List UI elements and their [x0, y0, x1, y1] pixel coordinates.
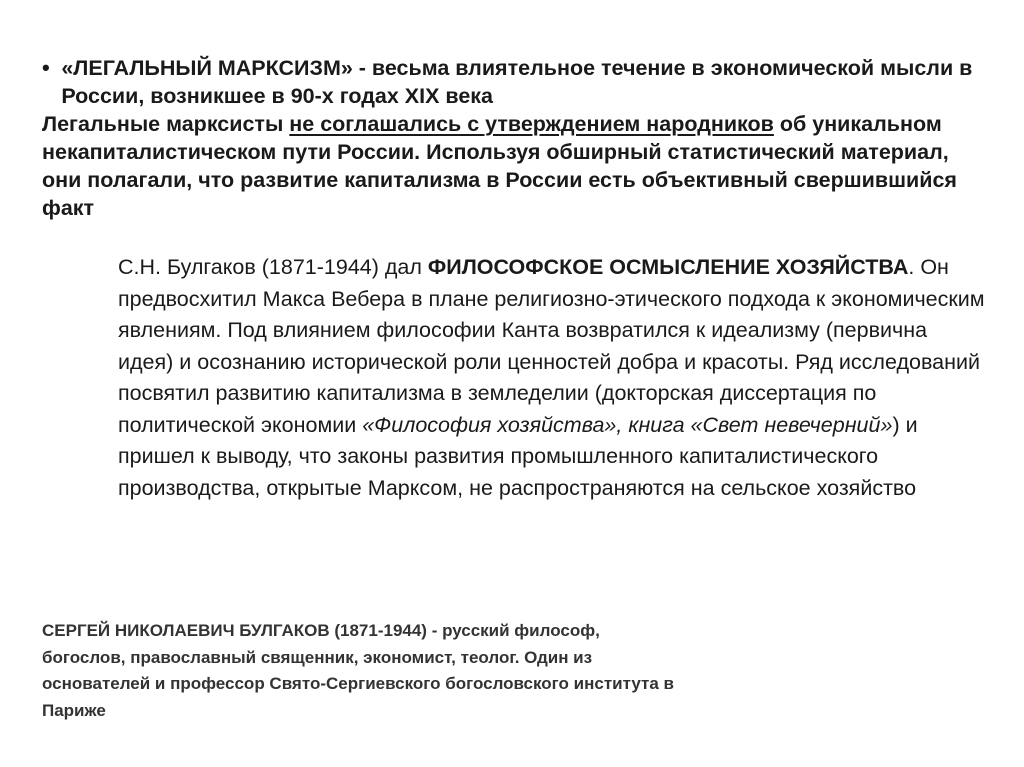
bullet-item	[42, 54, 992, 110]
bio-caption-text: СЕРГЕЙ НИКОЛАЕВИЧ БУЛГАКОВ (1871-1944) - русский философ, богослов, православный священник, экономист, теолог. Один из основателей и профессор Свято-Сергиевского богословского института в Париже	[42, 621, 674, 720]
underlined-phrase: не соглашались с утверждением народников	[289, 112, 774, 136]
paragraph-rest: об уникальном некапиталистическом пути России. Используя обширный статистический материал, они полагали, что развитие капитализма в России есть объективный свершившийся факт	[42, 112, 957, 220]
quote-intro: С.Н. Булгаков (1871-1944) дал	[118, 255, 428, 279]
bullet-text: «ЛЕГАЛЬНЫЙ МАРКСИЗМ» - весьма влиятельное течение в экономической мысли в России, возникшее в 90-х годах XIX века	[61, 56, 973, 108]
bio-caption	[42, 618, 682, 724]
bullet-marker: •	[42, 55, 50, 80]
quote-end: ) и пришел к выводу, что законы развития промышленного капиталистического производства, открытые Марксом, не распространяются на сельское хозяйство	[118, 412, 918, 500]
quote-middle: . Он предвосхитил Макса Вебера в плане религиозно-этического подхода к экономическим явлениям. Под влиянием философии Канта возвратился к идеализму (первична идея) и осознанию исторической роли ценностей добра и красоты. Ряд исследований посвятил развитию капитализма в земледелии (докторская диссертация по политической экономии	[118, 255, 985, 437]
intro-section	[42, 54, 992, 222]
bulgakov-description	[118, 252, 988, 504]
bulgakov-paragraph	[118, 252, 988, 504]
quote-works: «Философия хозяйства», книга «Свет невечерний»	[362, 412, 893, 437]
quote-emphasis: ФИЛОСОФСКОЕ ОСМЫСЛЕНИЕ ХОЗЯЙСТВА	[427, 255, 909, 279]
legal-marxists-paragraph	[42, 110, 992, 222]
paragraph-start: Легальные марксисты	[42, 112, 290, 136]
